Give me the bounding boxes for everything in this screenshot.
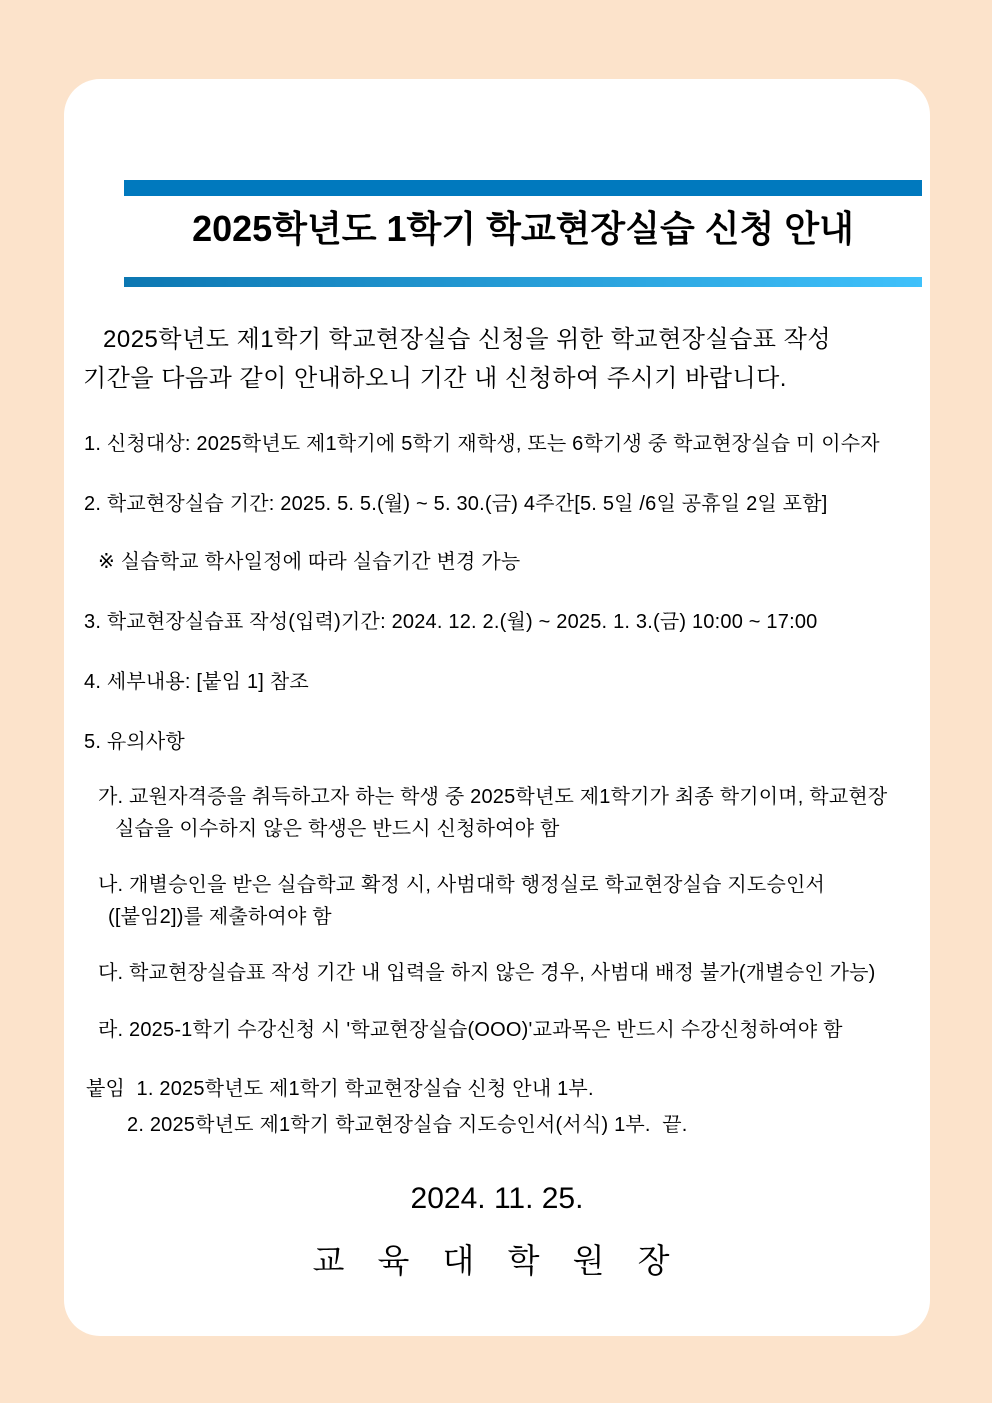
sub-item-na-line-1: 나. 개별승인을 받은 실습학교 확정 시, 사범대학 행정실로 학교현장실습 지도승인서: [98, 874, 826, 896]
document-card: [64, 79, 930, 1336]
attachment-line-2: 2. 2025학년도 제1학기 학교현장실습 지도승인서(서식) 1부. 끝.: [127, 1114, 688, 1136]
document-date: 2024. 11. 25.: [410, 1182, 584, 1215]
list-item-2-practice-period: 2. 학교현장실습 기간: 2025. 5. 5.(월) ~ 5. 30.(금) 4주간[5. 5일 /6일 공휴일 2일 포함]: [84, 493, 828, 515]
sub-item-da: 다. 학교현장실습표 작성 기간 내 입력을 하지 않은 경우, 사범대 배정 불가(개별승인 가능): [98, 962, 876, 984]
note-practice-period-change: ※ 실습학교 학사일정에 따라 실습기간 변경 가능: [98, 551, 521, 573]
intro-line-2: 기간을 다음과 같이 안내하오니 기간 내 신청하여 주시기 바랍니다.: [83, 365, 787, 392]
signature-dean-of-graduate-school-of-education: 교 육 대 학 원 장: [312, 1242, 682, 1279]
sub-item-ga-line-1: 가. 교원자격증을 취득하고자 하는 학생 중 2025학년도 제1학기가 최종 학기이며, 학교현장: [98, 786, 888, 808]
intro-line-1: 2025학년도 제1학기 학교현장실습 신청을 위한 학교현장실습표 작성: [103, 326, 832, 353]
list-item-4-details: 4. 세부내용: [붙임 1] 참조: [84, 671, 309, 693]
document-title: 2025학년도 1학기 학교현장실습 신청 안내: [192, 208, 854, 249]
attachment-line-1: 붙임 1. 2025학년도 제1학기 학교현장실습 신청 안내 1부.: [86, 1078, 594, 1100]
sub-item-ga-line-2: 실습을 이수하지 않은 학생은 반드시 신청하여야 함: [115, 818, 560, 840]
title-gradient-bar: [124, 277, 922, 287]
list-item-3-entry-period: 3. 학교현장실습표 작성(입력)기간: 2024. 12. 2.(월) ~ 2025. 1. 3.(금) 10:00 ~ 17:00: [84, 611, 818, 633]
list-item-5-cautions: 5. 유의사항: [84, 731, 185, 753]
sub-item-na-line-2: ([붙임2])를 제출하여야 함: [108, 906, 332, 928]
sub-item-ra: 라. 2025-1학기 수강신청 시 '학교현장실습(OOO)'교과목은 반드시 수강신청하여야 함: [98, 1019, 843, 1041]
title-top-bar: [124, 180, 922, 196]
list-item-1-application-target: 1. 신청대상: 2025학년도 제1학기에 5학기 재학생, 또는 6학기생 중 학교현장실습 미 이수자: [84, 433, 880, 455]
